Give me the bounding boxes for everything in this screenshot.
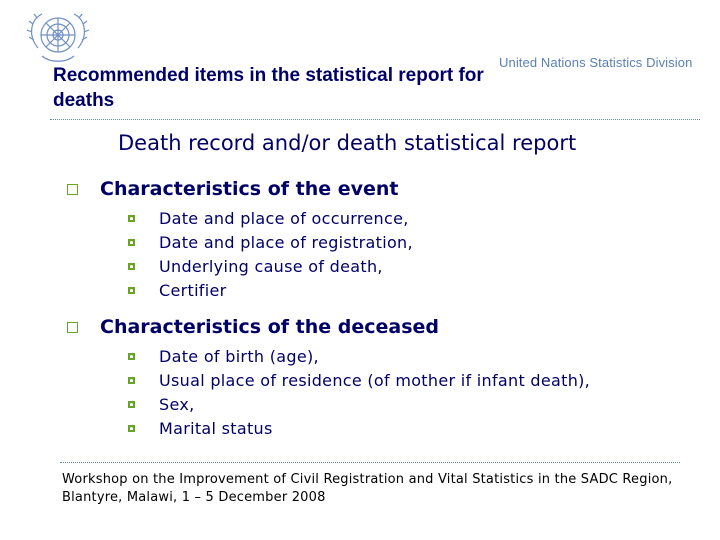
list-item-text: Certifier bbox=[159, 280, 227, 300]
list-item-text: Sex, bbox=[159, 394, 195, 414]
square-bullet-icon bbox=[128, 263, 135, 270]
square-bullet-icon bbox=[128, 425, 135, 432]
list-item bbox=[128, 344, 590, 368]
section-event bbox=[67, 176, 413, 302]
list-item bbox=[128, 278, 413, 302]
list-item-text: Marital status bbox=[159, 418, 273, 438]
footer-text: Workshop on the Improvement of Civil Registration and Vital Statistics in the SADC Region, Blantyre, Malawi, 1 – 5 December 2008 bbox=[62, 472, 673, 505]
list-item bbox=[128, 230, 413, 254]
footer-divider bbox=[60, 462, 680, 463]
slide-title: Recommended items in the statistical report for deaths bbox=[53, 65, 484, 111]
section-heading-text: Characteristics of the deceased bbox=[100, 316, 439, 338]
list-item-text: Date and place of registration, bbox=[159, 232, 413, 252]
list-item-text: Underlying cause of death, bbox=[159, 256, 383, 276]
list-item-text: Usual place of residence (of mother if infant death), bbox=[159, 370, 591, 390]
hollow-square-icon bbox=[67, 184, 78, 195]
bullet-list bbox=[67, 344, 590, 440]
section-heading bbox=[67, 176, 413, 202]
list-item bbox=[128, 392, 590, 416]
square-bullet-icon bbox=[128, 287, 135, 294]
list-item-text: Date and place of occurrence, bbox=[159, 208, 409, 228]
section-deceased bbox=[67, 314, 590, 440]
header-divider bbox=[50, 119, 700, 120]
slide-subtitle: Death record and/or death statistical report bbox=[118, 131, 577, 155]
bullet-list bbox=[67, 206, 413, 302]
section-heading-text: Characteristics of the event bbox=[100, 178, 399, 200]
square-bullet-icon bbox=[128, 353, 135, 360]
list-item-text: Date of birth (age), bbox=[159, 346, 319, 366]
list-item bbox=[128, 368, 590, 392]
un-emblem-icon bbox=[20, 8, 96, 68]
square-bullet-icon bbox=[128, 377, 135, 384]
section-heading bbox=[67, 314, 590, 340]
list-item bbox=[128, 416, 590, 440]
square-bullet-icon bbox=[128, 239, 135, 246]
list-item bbox=[128, 254, 413, 278]
square-bullet-icon bbox=[128, 215, 135, 222]
hollow-square-icon bbox=[67, 322, 78, 333]
organization-name: United Nations Statistics Division bbox=[499, 55, 693, 70]
list-item bbox=[128, 206, 413, 230]
square-bullet-icon bbox=[128, 401, 135, 408]
